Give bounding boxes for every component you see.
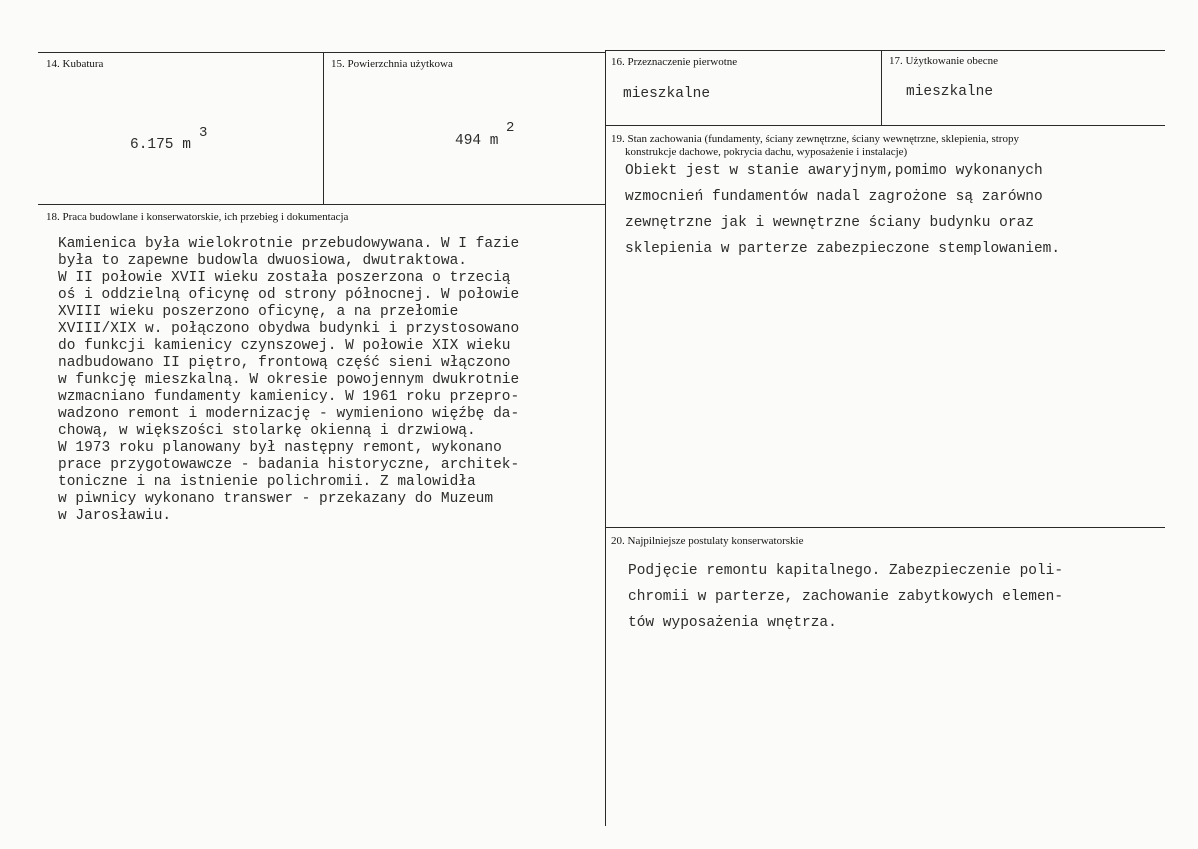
- field-14-unit-exponent: 3: [199, 125, 208, 141]
- field-16-value: mieszkalne: [623, 86, 711, 102]
- divider-14-15: [323, 52, 324, 204]
- center-divider: [605, 50, 606, 826]
- field-18-line: chową, w większości stolarkę okienną i drzwiową.: [58, 423, 476, 439]
- divider-16-17: [881, 50, 882, 126]
- field-18-line: wadzono remont i modernizację - wymieniono więźbę da-: [58, 406, 520, 422]
- rule-above-20: [605, 527, 1165, 528]
- top-rule-left: [38, 52, 605, 53]
- field-18-line: XVIII wieku poszerzono oficynę, a na przełomie: [58, 304, 459, 320]
- field-18-line: w funkcję mieszkalną. W okresie powojennym dwukrotnie: [58, 372, 520, 388]
- field-18-line: oś i oddzielną oficynę od strony północnej. W połowie: [58, 287, 520, 303]
- field-15-unit-exponent: 2: [506, 120, 515, 136]
- field-20-label: 20. Najpilniejsze postulaty konserwatorskie: [611, 535, 804, 547]
- field-18-line: w piwnicy wykonano transwer - przekazany do Muzeum: [58, 491, 494, 507]
- field-20-line: tów wyposażenia wnętrza.: [628, 615, 837, 631]
- field-18-label: 18. Praca budowlane i konserwatorskie, ich przebieg i dokumentacja: [46, 211, 349, 223]
- field-18-line: wzmacniano fundamenty kamienicy. W 1961 roku przepro-: [58, 389, 520, 405]
- field-18-line: była to zapewne budowla dwuosiowa, dwutraktowa.: [58, 253, 467, 269]
- field-14-label: 14. Kubatura: [46, 58, 104, 70]
- field-16-label: 16. Przeznaczenie pierwotne: [611, 56, 738, 68]
- field-14-value: 6.175 m: [130, 137, 191, 153]
- field-18-line: do funkcji kamienicy czynszowej. W połowie XIX wieku: [58, 338, 511, 354]
- field-19-line: sklepienia w parterze zabezpieczone stemplowaniem.: [625, 241, 1061, 257]
- field-19-label-line-2: konstrukcje dachowe, pokrycia dachu, wyposażenie i instalacje): [625, 146, 908, 158]
- field-19-line: Obiekt jest w stanie awaryjnym,pomimo wykonanych: [625, 163, 1043, 179]
- field-18-line: XVIII/XIX w. połączono obydwa budynki i przystosowano: [58, 321, 520, 337]
- rule-below-14-15: [38, 204, 605, 205]
- field-18-line: w Jarosławiu.: [58, 508, 172, 524]
- field-15-value: 494 m: [455, 133, 499, 149]
- field-19-label-line-1: 19. Stan zachowania (fundamenty, ściany zewnętrzne, ściany wewnętrzne, sklepienia, stropy: [611, 133, 1019, 145]
- rule-below-16-17: [605, 125, 1165, 126]
- field-18-line: toniczne i na istnienie polichromii. Z malowidła: [58, 474, 476, 490]
- field-19-line: wzmocnień fundamentów nadal zagrożone są zarówno: [625, 189, 1043, 205]
- top-rule-right: [605, 50, 1165, 51]
- field-20-line: Podjęcie remontu kapitalnego. Zabezpieczenie poli-: [628, 563, 1064, 579]
- field-17-label: 17. Użytkowanie obecne: [889, 55, 999, 67]
- field-18-line: W 1973 roku planowany był następny remont, wykonano: [58, 440, 502, 456]
- field-15-label: 15. Powierzchnia użytkowa: [331, 58, 453, 70]
- field-18-line: Kamienica była wielokrotnie przebudowywana. W I fazie: [58, 236, 520, 252]
- field-18-line: W II połowie XVII wieku została poszerzona o trzecią: [58, 270, 511, 286]
- field-17-value: mieszkalne: [906, 84, 994, 100]
- field-20-line: chromii w parterze, zachowanie zabytkowych elemen-: [628, 589, 1064, 605]
- field-18-line: prace przygotowawcze - badania historyczne, architek-: [58, 457, 520, 473]
- field-19-line: zewnętrzne jak i wewnętrzne ściany budynku oraz: [625, 215, 1034, 231]
- field-18-line: nadbudowano II piętro, frontową część sieni włączono: [58, 355, 511, 371]
